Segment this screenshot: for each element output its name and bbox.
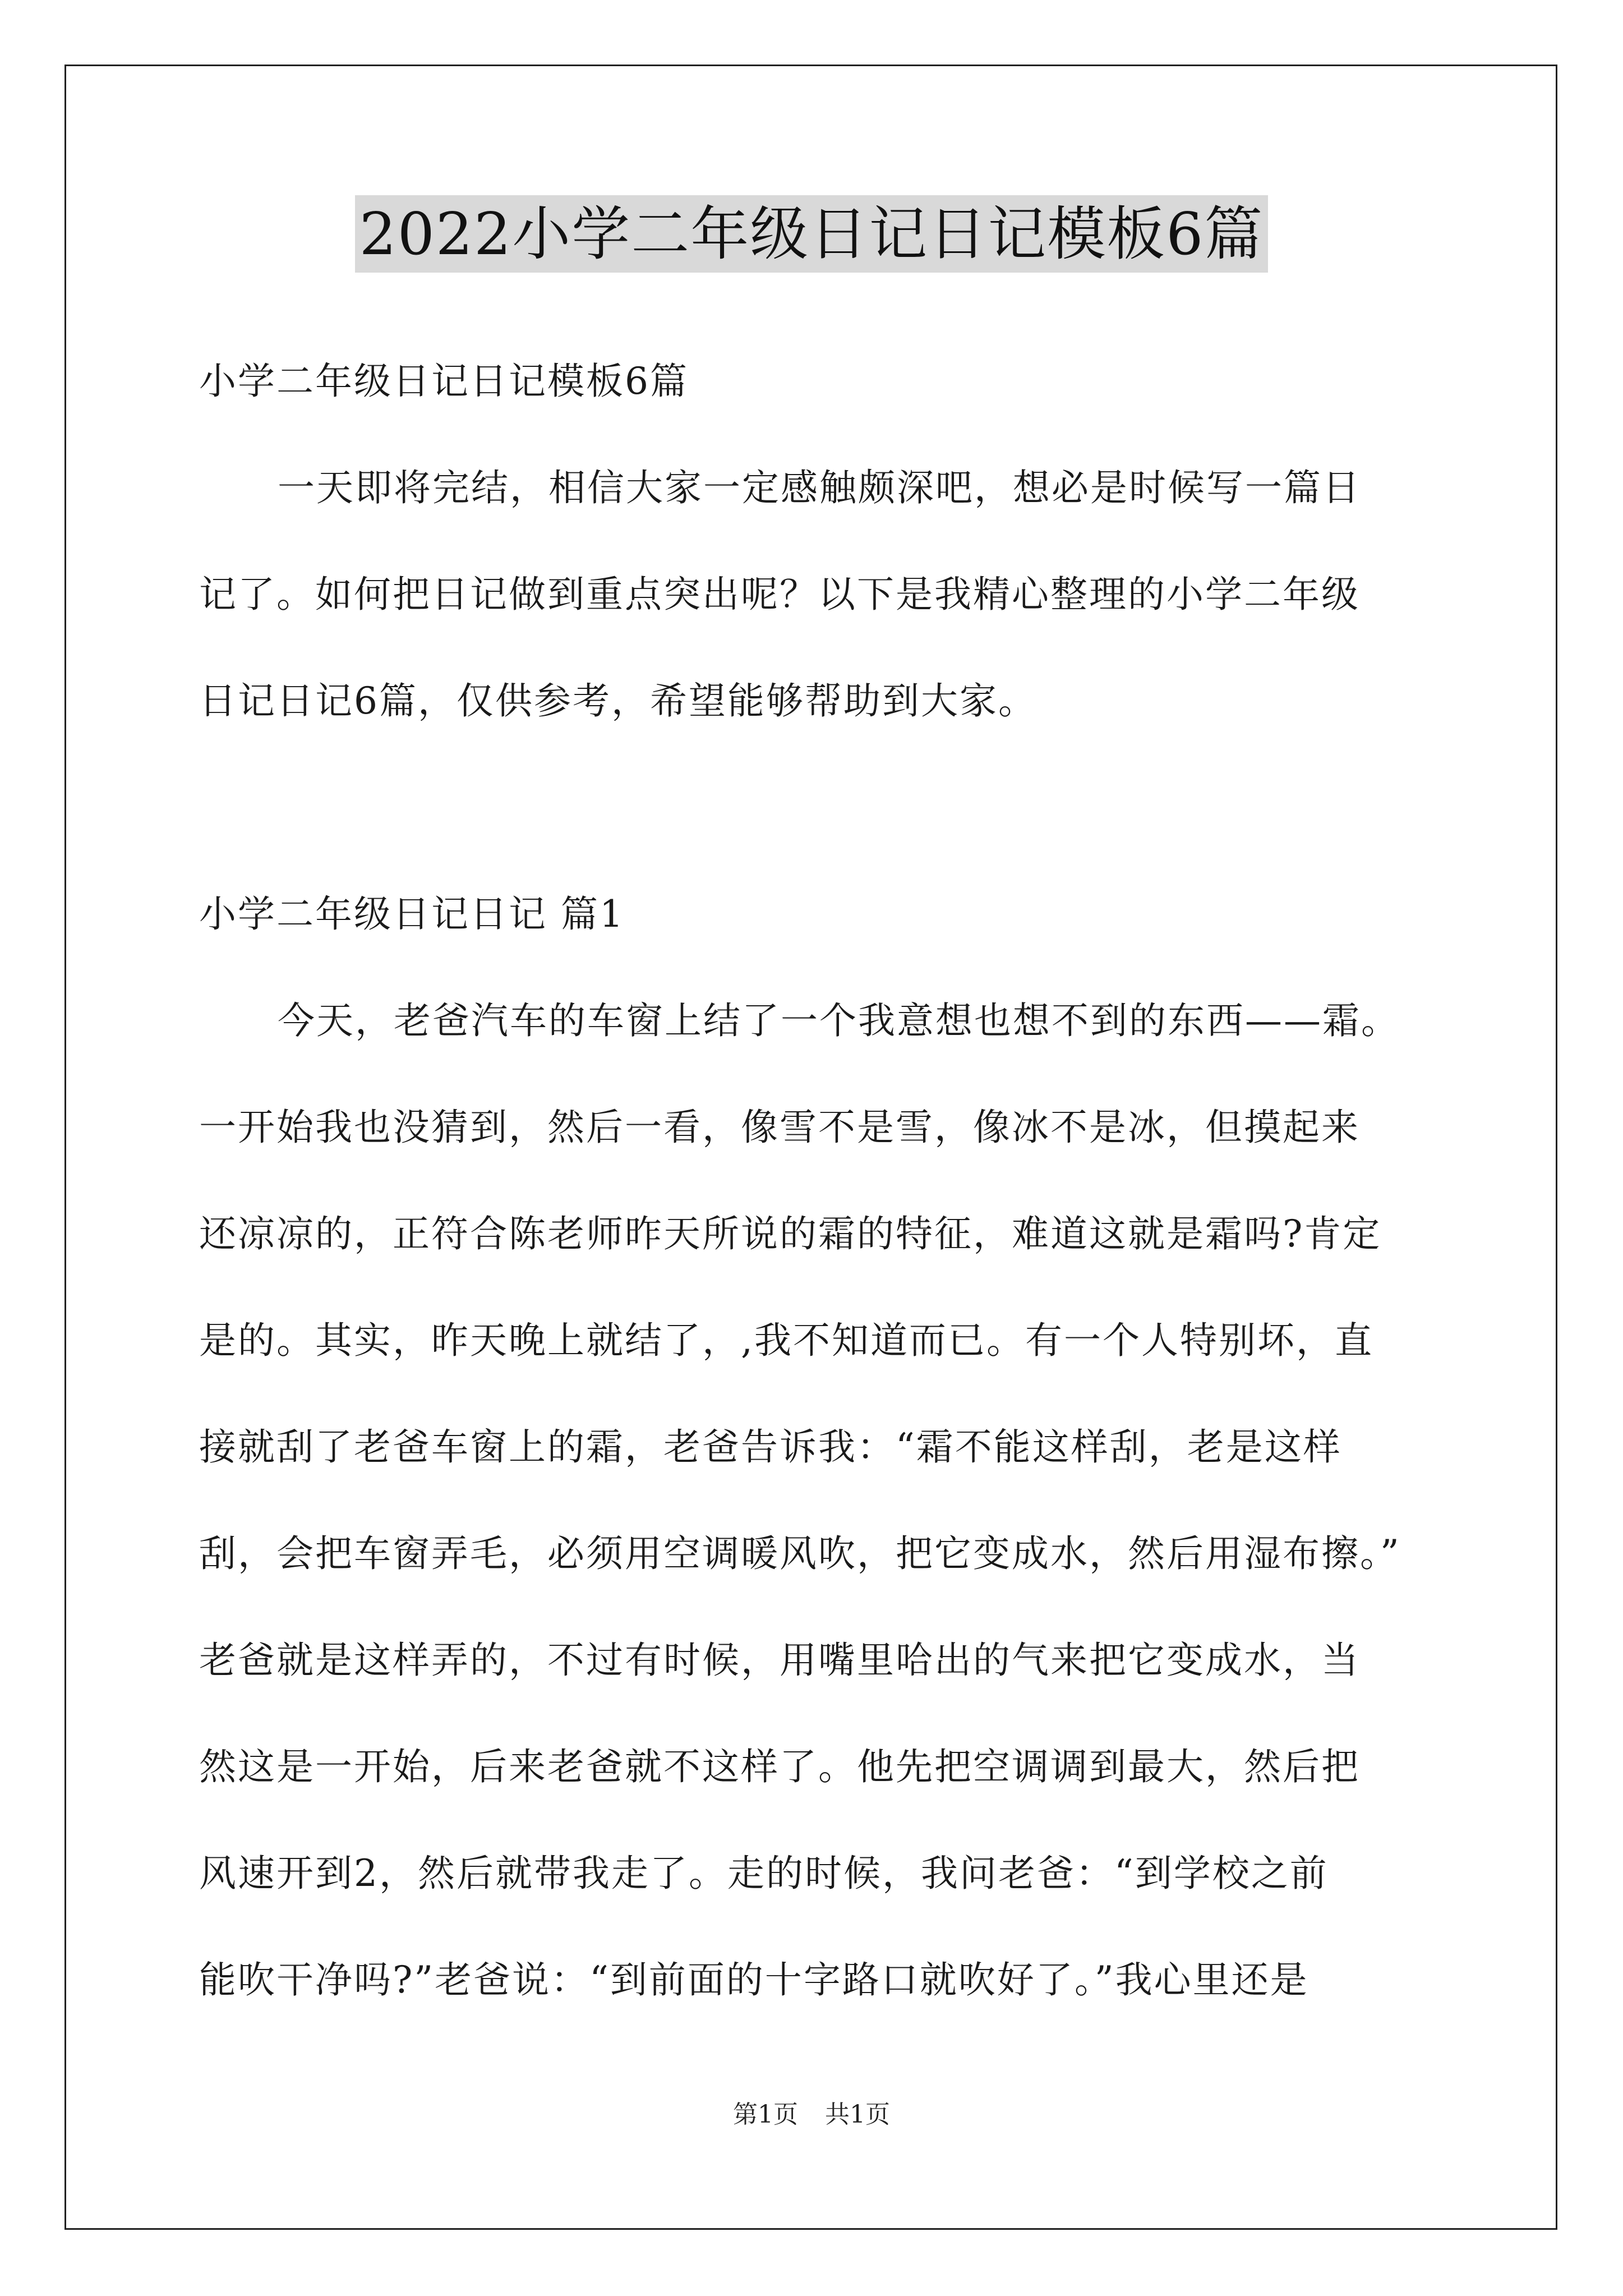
section-heading: 小学二年级日记日记 篇1 bbox=[199, 892, 625, 936]
body-line-4: 是的。其实，昨天晚上就结了，,我不知道而已。有一个人特别坏，直 bbox=[199, 1319, 1373, 1362]
intro-line-1: 一天即将完结，相信大家一定感触颇深吧，想必是时候写一篇日 bbox=[278, 466, 1361, 509]
body-line-6: 刮，会把车窗弄毛，必须用空调暖风吹，把它变成水，然后用湿布擦。” bbox=[199, 1532, 1401, 1575]
body-line-7: 老爸就是这样弄的，不过有时候，用嘴里哈出的气来把它变成水，当 bbox=[199, 1639, 1360, 1682]
body-line-9: 风速开到2，然后就带我走了。走的时候，我问老爸：“到学校之前 bbox=[199, 1852, 1329, 1895]
intro-line-3: 日记日记6篇，仅供参考，希望能够帮助到大家。 bbox=[199, 679, 1037, 723]
intro-line-2: 记了。如何把日记做到重点突出呢？以下是我精心整理的小学二年级 bbox=[199, 573, 1360, 616]
page-number: 第1页 bbox=[733, 2100, 798, 2129]
body-line-8: 然这是一开始，后来老爸就不这样了。他先把空调调到最大，然后把 bbox=[199, 1745, 1360, 1788]
body-line-3: 还凉凉的，正符合陈老师昨天所说的霜的特征，难道这就是霜吗?肯定 bbox=[199, 1212, 1382, 1255]
body-line-1: 今天，老爸汽车的车窗上结了一个我意想也想不到的东西——霜。 bbox=[278, 999, 1400, 1042]
body-line-2: 一开始我也没猜到，然后一看，像雪不是雪，像冰不是冰，但摸起来 bbox=[199, 1106, 1360, 1149]
document-subtitle: 小学二年级日记日记模板6篇 bbox=[199, 360, 689, 403]
title-container bbox=[0, 195, 1623, 273]
document-title: 2022小学二年级日记日记模板6篇 bbox=[355, 195, 1269, 273]
body-line-5: 接就刮了老爸车窗上的霜，老爸告诉我：“霜不能这样刮，老是这样 bbox=[199, 1425, 1342, 1469]
page-footer bbox=[0, 2099, 1623, 2131]
page-total: 共1页 bbox=[825, 2100, 890, 2129]
body-line-10: 能吹干净吗?”老爸说：“到前面的十字路口就吹好了。”我心里还是 bbox=[199, 1958, 1309, 2001]
